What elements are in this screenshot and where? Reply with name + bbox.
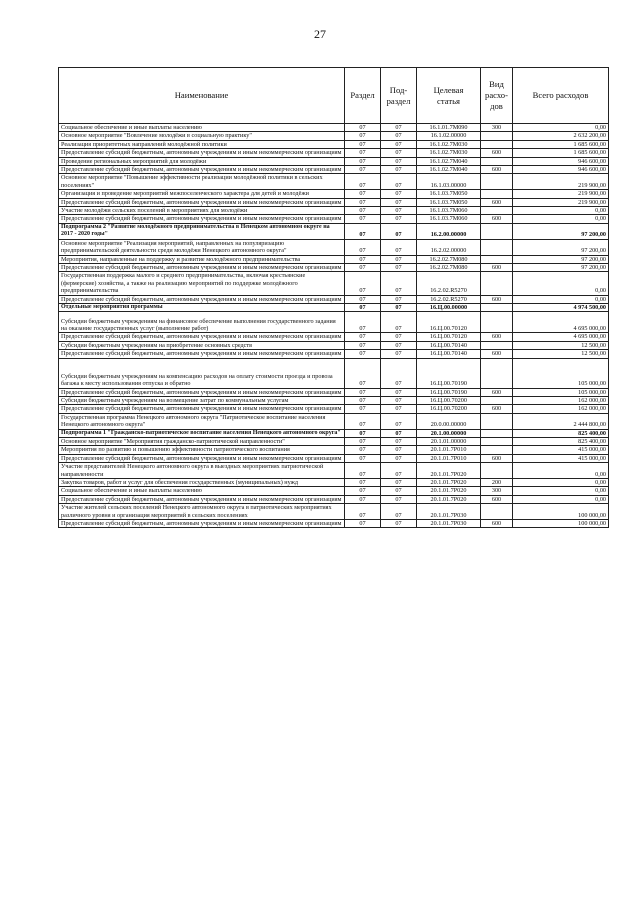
cell-total: 0,00 bbox=[513, 495, 609, 503]
cell-total: 946 600,00 bbox=[513, 166, 609, 174]
cell-target: 20.1.01.7Р030 bbox=[417, 504, 481, 520]
cell-subsection: 07 bbox=[381, 190, 417, 198]
table-row bbox=[59, 446, 609, 454]
cell-section: 07 bbox=[345, 295, 381, 303]
cell-target: 16.Ц.00.70120 bbox=[417, 333, 481, 341]
cell-target: 20.1.00.00000 bbox=[417, 429, 481, 437]
cell-target: 16.1.03.7М060 bbox=[417, 207, 481, 215]
cell-name: Предоставление субсидий бюджетным, автономным учреждениям и иным некоммерческим организациям bbox=[59, 149, 345, 157]
cell-total: 1 685 600,00 bbox=[513, 140, 609, 148]
cell-name: Социальное обеспечение и иные выплаты населению bbox=[59, 487, 345, 495]
cell-subsection: 07 bbox=[381, 140, 417, 148]
cell-target: 16.Ц.00.70190 bbox=[417, 358, 481, 388]
table-row bbox=[59, 303, 609, 311]
cell-expense-type: 600 bbox=[481, 333, 513, 341]
cell-subsection: 07 bbox=[381, 215, 417, 223]
cell-expense-type: 600 bbox=[481, 388, 513, 396]
cell-expense-type: 600 bbox=[481, 198, 513, 206]
cell-total: 105 000,00 bbox=[513, 388, 609, 396]
cell-subsection: 07 bbox=[381, 263, 417, 271]
cell-section: 07 bbox=[345, 303, 381, 311]
cell-subsection: 07 bbox=[381, 174, 417, 190]
table-header-row bbox=[59, 68, 609, 124]
cell-section: 07 bbox=[345, 405, 381, 413]
cell-target: 16.1.03.7М050 bbox=[417, 190, 481, 198]
cell-total: 0,00 bbox=[513, 207, 609, 215]
table-row bbox=[59, 413, 609, 429]
cell-expense-type: 600 bbox=[481, 350, 513, 358]
cell-total: 2 444 800,00 bbox=[513, 413, 609, 429]
cell-total: 0,00 bbox=[513, 295, 609, 303]
cell-name: Предоставление субсидий бюджетным, автономным учреждениям и иным некоммерческим организациям bbox=[59, 388, 345, 396]
cell-subsection: 07 bbox=[381, 207, 417, 215]
cell-total: 105 000,00 bbox=[513, 358, 609, 388]
cell-subsection: 07 bbox=[381, 487, 417, 495]
cell-name: Предоставление субсидий бюджетным, автономным учреждениям и иным некоммерческим организациям bbox=[59, 350, 345, 358]
cell-expense-type bbox=[481, 239, 513, 255]
cell-total: 0,00 bbox=[513, 487, 609, 495]
table-row bbox=[59, 124, 609, 132]
cell-name: Мероприятия, направленные на поддержку и развитие молодёжного предпринимательства bbox=[59, 255, 345, 263]
cell-target: 20.1.01.7Р020 bbox=[417, 479, 481, 487]
cell-total: 0,00 bbox=[513, 479, 609, 487]
cell-section: 07 bbox=[345, 132, 381, 140]
cell-subsection: 07 bbox=[381, 312, 417, 333]
cell-target: 20.1.01.7Р010 bbox=[417, 454, 481, 462]
cell-subsection: 07 bbox=[381, 132, 417, 140]
table-row bbox=[59, 198, 609, 206]
cell-section: 07 bbox=[345, 207, 381, 215]
cell-expense-type: 600 bbox=[481, 495, 513, 503]
cell-name: Предоставление субсидий бюджетным, автономным учреждениям и иным некоммерческим организациям bbox=[59, 295, 345, 303]
cell-name: Предоставление субсидий бюджетным, автономным учреждениям и иным некоммерческим организациям bbox=[59, 520, 345, 528]
cell-expense-type bbox=[481, 190, 513, 198]
cell-target: 16.1.02.00000 bbox=[417, 132, 481, 140]
cell-expense-type bbox=[481, 312, 513, 333]
cell-expense-type bbox=[481, 438, 513, 446]
cell-target: 16.Ц.00.70200 bbox=[417, 396, 481, 404]
table-row bbox=[59, 504, 609, 520]
cell-name: Мероприятия по развитию и повышению эффективности патриотического воспитания bbox=[59, 446, 345, 454]
cell-total: 0,00 bbox=[513, 124, 609, 132]
cell-total: 100 000,00 bbox=[513, 504, 609, 520]
cell-subsection: 07 bbox=[381, 438, 417, 446]
cell-subsection: 07 bbox=[381, 223, 417, 239]
cell-subsection: 07 bbox=[381, 255, 417, 263]
cell-target: 16.2.02.00000 bbox=[417, 239, 481, 255]
table-row bbox=[59, 215, 609, 223]
cell-name: Основное мероприятие "Мероприятия гражданско-патриотической направленности" bbox=[59, 438, 345, 446]
cell-expense-type: 600 bbox=[481, 215, 513, 223]
cell-total: 219 900,00 bbox=[513, 198, 609, 206]
cell-section: 07 bbox=[345, 312, 381, 333]
cell-target: 16.Ц.00.70140 bbox=[417, 350, 481, 358]
cell-subsection: 07 bbox=[381, 405, 417, 413]
cell-section: 07 bbox=[345, 388, 381, 396]
cell-name: Проведение региональных мероприятий для молодёжи bbox=[59, 157, 345, 165]
cell-total: 97 200,00 bbox=[513, 239, 609, 255]
table-row bbox=[59, 140, 609, 148]
cell-expense-type: 300 bbox=[481, 487, 513, 495]
cell-name: Предоставление субсидий бюджетным, автономным учреждениям и иным некоммерческим организациям bbox=[59, 215, 345, 223]
cell-total: 219 900,00 bbox=[513, 190, 609, 198]
table-row bbox=[59, 396, 609, 404]
cell-subsection: 07 bbox=[381, 479, 417, 487]
table-row bbox=[59, 438, 609, 446]
table-row bbox=[59, 479, 609, 487]
cell-subsection: 07 bbox=[381, 341, 417, 349]
cell-section: 07 bbox=[345, 124, 381, 132]
table-row bbox=[59, 312, 609, 333]
cell-subsection: 07 bbox=[381, 350, 417, 358]
cell-total: 12 500,00 bbox=[513, 350, 609, 358]
cell-name: Субсидии бюджетным учреждениям на возмещение затрат по коммунальным услугам bbox=[59, 396, 345, 404]
cell-target: 16.1.01.7М090 bbox=[417, 124, 481, 132]
table-row bbox=[59, 429, 609, 437]
cell-expense-type: 300 bbox=[481, 124, 513, 132]
cell-subsection: 07 bbox=[381, 198, 417, 206]
cell-target: 16.1.03.7М050 bbox=[417, 198, 481, 206]
cell-expense-type: 600 bbox=[481, 295, 513, 303]
cell-name: Участие представителей Ненецкого автономного округа в выездных мероприятиях патриотической направленности bbox=[59, 463, 345, 479]
cell-section: 07 bbox=[345, 350, 381, 358]
cell-expense-type: 200 bbox=[481, 479, 513, 487]
cell-total: 4 695 000,00 bbox=[513, 312, 609, 333]
cell-expense-type bbox=[481, 140, 513, 148]
table-row bbox=[59, 405, 609, 413]
cell-name: Участие молодёжи сельских поселений в мероприятиях для молодёжи bbox=[59, 207, 345, 215]
cell-total: 100 000,00 bbox=[513, 520, 609, 528]
cell-expense-type: 600 bbox=[481, 520, 513, 528]
cell-subsection: 07 bbox=[381, 166, 417, 174]
cell-expense-type bbox=[481, 429, 513, 437]
cell-subsection: 07 bbox=[381, 333, 417, 341]
cell-subsection: 07 bbox=[381, 495, 417, 503]
table-row bbox=[59, 520, 609, 528]
cell-target: 20.1.01.7Р020 bbox=[417, 463, 481, 479]
table-row bbox=[59, 358, 609, 388]
cell-target: 20.1.01.7Р010 bbox=[417, 446, 481, 454]
cell-name: Подпрограмма 1 "Гражданско-патриотическое воспитание населения Ненецкого автономного округа" bbox=[59, 429, 345, 437]
table-row bbox=[59, 487, 609, 495]
cell-section: 07 bbox=[345, 223, 381, 239]
cell-name: Социальное обеспечение и иные выплаты населению bbox=[59, 124, 345, 132]
table-row bbox=[59, 333, 609, 341]
cell-target: 16.2.02.7М080 bbox=[417, 263, 481, 271]
cell-section: 07 bbox=[345, 272, 381, 295]
cell-expense-type bbox=[481, 358, 513, 388]
cell-total: 4 695 000,00 bbox=[513, 333, 609, 341]
cell-expense-type: 600 bbox=[481, 149, 513, 157]
cell-section: 07 bbox=[345, 341, 381, 349]
cell-section: 07 bbox=[345, 504, 381, 520]
cell-expense-type: 600 bbox=[481, 263, 513, 271]
cell-subsection: 07 bbox=[381, 124, 417, 132]
cell-section: 07 bbox=[345, 215, 381, 223]
cell-target: 20.1.01.7Р020 bbox=[417, 495, 481, 503]
table-row bbox=[59, 495, 609, 503]
cell-target: 16.1.03.7М060 bbox=[417, 215, 481, 223]
cell-total: 415 000,00 bbox=[513, 446, 609, 454]
cell-subsection: 07 bbox=[381, 272, 417, 295]
table-row bbox=[59, 190, 609, 198]
cell-target: 16.1.02.7М040 bbox=[417, 166, 481, 174]
cell-section: 07 bbox=[345, 358, 381, 388]
table-row bbox=[59, 295, 609, 303]
cell-total: 1 685 600,00 bbox=[513, 149, 609, 157]
cell-section: 07 bbox=[345, 429, 381, 437]
cell-expense-type bbox=[481, 396, 513, 404]
cell-total: 0,00 bbox=[513, 215, 609, 223]
cell-target: 16.Ц.00.00000 bbox=[417, 303, 481, 311]
cell-target: 16.Ц.00.70190 bbox=[417, 388, 481, 396]
cell-name: Предоставление субсидий бюджетным, автономным учреждениям и иным некоммерческим организациям bbox=[59, 263, 345, 271]
cell-total: 97 200,00 bbox=[513, 263, 609, 271]
cell-subsection: 07 bbox=[381, 388, 417, 396]
cell-name: Предоставление субсидий бюджетным, автономным учреждениям и иным некоммерческим организациям bbox=[59, 166, 345, 174]
cell-section: 07 bbox=[345, 487, 381, 495]
cell-name: Государственная программа Ненецкого автономного округа "Патриотическое воспитание населения Ненецкого автономного округа" bbox=[59, 413, 345, 429]
cell-total: 162 000,00 bbox=[513, 396, 609, 404]
cell-total: 2 632 200,00 bbox=[513, 132, 609, 140]
cell-total: 825 400,00 bbox=[513, 429, 609, 437]
cell-expense-type bbox=[481, 174, 513, 190]
cell-target: 20.0.00.00000 bbox=[417, 413, 481, 429]
cell-expense-type bbox=[481, 504, 513, 520]
cell-target: 16.Ц.00.70200 bbox=[417, 405, 481, 413]
cell-name: Предоставление субсидий бюджетным, автономным учреждениям и иным некоммерческим организациям bbox=[59, 495, 345, 503]
cell-total: 97 200,00 bbox=[513, 255, 609, 263]
cell-name: Предоставление субсидий бюджетным, автономным учреждениям и иным некоммерческим организациям bbox=[59, 405, 345, 413]
cell-subsection: 07 bbox=[381, 295, 417, 303]
cell-expense-type bbox=[481, 132, 513, 140]
cell-section: 07 bbox=[345, 174, 381, 190]
table-body bbox=[59, 124, 609, 528]
cell-subsection: 07 bbox=[381, 303, 417, 311]
cell-target: 16.2.02.7М080 bbox=[417, 255, 481, 263]
cell-section: 07 bbox=[345, 396, 381, 404]
cell-subsection: 07 bbox=[381, 157, 417, 165]
cell-expense-type bbox=[481, 413, 513, 429]
cell-expense-type bbox=[481, 207, 513, 215]
cell-section: 07 bbox=[345, 446, 381, 454]
cell-subsection: 07 bbox=[381, 454, 417, 462]
cell-subsection: 07 bbox=[381, 239, 417, 255]
cell-expense-type bbox=[481, 223, 513, 239]
table-row bbox=[59, 350, 609, 358]
cell-subsection: 07 bbox=[381, 520, 417, 528]
cell-section: 07 bbox=[345, 157, 381, 165]
cell-target: 16.2.02.R5270 bbox=[417, 295, 481, 303]
cell-name: Предоставление субсидий бюджетным, автономным учреждениям и иным некоммерческим организациям bbox=[59, 198, 345, 206]
table-row bbox=[59, 388, 609, 396]
cell-name: Государственная поддержка малого и среднего предпринимательства, включая крестьянские (фермерские) хозяйства, а также на реализацию мероприятий по поддержке молодёжного предпринимательства bbox=[59, 272, 345, 295]
cell-total: 946 600,00 bbox=[513, 157, 609, 165]
cell-total: 12 500,00 bbox=[513, 341, 609, 349]
cell-section: 07 bbox=[345, 166, 381, 174]
cell-subsection: 07 bbox=[381, 358, 417, 388]
cell-section: 07 bbox=[345, 190, 381, 198]
cell-subsection: 07 bbox=[381, 149, 417, 157]
table-row bbox=[59, 174, 609, 190]
header-section: Раздел bbox=[345, 68, 381, 124]
cell-total: 162 000,00 bbox=[513, 405, 609, 413]
cell-total: 0,00 bbox=[513, 463, 609, 479]
cell-subsection: 07 bbox=[381, 504, 417, 520]
cell-expense-type: 600 bbox=[481, 454, 513, 462]
table-row bbox=[59, 207, 609, 215]
cell-section: 07 bbox=[345, 413, 381, 429]
cell-total: 0,00 bbox=[513, 272, 609, 295]
header-total: Всего расходов bbox=[513, 68, 609, 124]
cell-name: Субсидии бюджетным учреждениям на компенсацию расходов на оплату стоимости проезда и провоза багажа к месту использования отпуска и обратно bbox=[59, 358, 345, 388]
cell-target: 16.Ц.00.70140 bbox=[417, 341, 481, 349]
cell-target: 20.1.01.7Р030 bbox=[417, 520, 481, 528]
cell-section: 07 bbox=[345, 333, 381, 341]
budget-table bbox=[58, 67, 609, 528]
cell-section: 07 bbox=[345, 438, 381, 446]
cell-name: Организация и проведение мероприятий межпоселенческого характера для детей и молодёжи bbox=[59, 190, 345, 198]
header-subsection: Под- раздел bbox=[381, 68, 417, 124]
cell-section: 07 bbox=[345, 495, 381, 503]
cell-section: 07 bbox=[345, 520, 381, 528]
cell-target: 20.1.01.7Р020 bbox=[417, 487, 481, 495]
cell-section: 07 bbox=[345, 198, 381, 206]
cell-expense-type bbox=[481, 446, 513, 454]
cell-target: 16.2.02.R5270 bbox=[417, 272, 481, 295]
cell-target: 16.1.03.00000 bbox=[417, 174, 481, 190]
table-row bbox=[59, 463, 609, 479]
cell-name: Основное мероприятие "Вовлечение молодёжи в социальную практику" bbox=[59, 132, 345, 140]
table-row bbox=[59, 149, 609, 157]
cell-subsection: 07 bbox=[381, 413, 417, 429]
cell-expense-type bbox=[481, 157, 513, 165]
cell-subsection: 07 bbox=[381, 429, 417, 437]
cell-section: 07 bbox=[345, 454, 381, 462]
cell-name: Закупка товаров, работ и услуг для обеспечения государственных (муниципальных) нужд bbox=[59, 479, 345, 487]
cell-total: 97 200,00 bbox=[513, 223, 609, 239]
cell-subsection: 07 bbox=[381, 396, 417, 404]
cell-target: 16.1.02.7М040 bbox=[417, 157, 481, 165]
page-number: 27 bbox=[314, 27, 326, 41]
cell-expense-type bbox=[481, 463, 513, 479]
table-row bbox=[59, 341, 609, 349]
cell-name: Подпрограмма 2 "Развитие молодёжного предпринимательства в Ненецком автономном округе на 2017 - 2020 годы" bbox=[59, 223, 345, 239]
cell-expense-type: 600 bbox=[481, 166, 513, 174]
cell-total: 4 974 500,00 bbox=[513, 303, 609, 311]
cell-name: Субсидии бюджетным учреждениям на приобретение основных средств bbox=[59, 341, 345, 349]
cell-section: 07 bbox=[345, 255, 381, 263]
table-row bbox=[59, 454, 609, 462]
cell-target: 16.1.02.7М030 bbox=[417, 140, 481, 148]
cell-total: 415 000,00 bbox=[513, 454, 609, 462]
cell-section: 07 bbox=[345, 239, 381, 255]
header-name: Наименование bbox=[59, 68, 345, 124]
cell-target: 16.2.00.00000 bbox=[417, 223, 481, 239]
header-expense-type: Вид расхо- дов bbox=[481, 68, 513, 124]
cell-section: 07 bbox=[345, 463, 381, 479]
table-row bbox=[59, 157, 609, 165]
table-row bbox=[59, 223, 609, 239]
table-row bbox=[59, 132, 609, 140]
table-row bbox=[59, 166, 609, 174]
cell-name: Субсидии бюджетным учреждениям на финансовое обеспечение выполнения государственного задания на оказание государственных услуг (выполнение работ) bbox=[59, 312, 345, 333]
cell-expense-type bbox=[481, 255, 513, 263]
cell-section: 07 bbox=[345, 140, 381, 148]
cell-name: Реализация приоритетных направлений молодёжной политики bbox=[59, 140, 345, 148]
cell-name: Участие жителей сельских поселений Ненецкого автономного округа в патриотических мероприятиях различного уровня и организация мероприятий в сельских поселениях bbox=[59, 504, 345, 520]
cell-total: 219 900,00 bbox=[513, 174, 609, 190]
cell-subsection: 07 bbox=[381, 446, 417, 454]
cell-name: Отдельные мероприятия программы bbox=[59, 303, 345, 311]
cell-expense-type bbox=[481, 341, 513, 349]
cell-expense-type: 600 bbox=[481, 405, 513, 413]
cell-expense-type bbox=[481, 303, 513, 311]
cell-section: 07 bbox=[345, 263, 381, 271]
table-row bbox=[59, 255, 609, 263]
cell-name: Основное мероприятие "Повышение эффективности реализации молодёжной политики в сельских поселениях" bbox=[59, 174, 345, 190]
cell-target: 20.1.01.00000 bbox=[417, 438, 481, 446]
table-row bbox=[59, 263, 609, 271]
cell-target: 16.Ц.00.70120 bbox=[417, 312, 481, 333]
cell-target: 16.1.02.7М030 bbox=[417, 149, 481, 157]
table-row bbox=[59, 239, 609, 255]
cell-name: Предоставление субсидий бюджетным, автономным учреждениям и иным некоммерческим организациям bbox=[59, 333, 345, 341]
cell-section: 07 bbox=[345, 479, 381, 487]
cell-name: Предоставление субсидий бюджетным, автономным учреждениям и иным некоммерческим организациям bbox=[59, 454, 345, 462]
cell-total: 825 400,00 bbox=[513, 438, 609, 446]
header-target: Целевая статья bbox=[417, 68, 481, 124]
table-row bbox=[59, 272, 609, 295]
cell-name: Основное мероприятие "Реализация мероприятий, направленных на популяризацию предпринимательской деятельности среди молодёжи Ненецкого автономного округа" bbox=[59, 239, 345, 255]
cell-section: 07 bbox=[345, 149, 381, 157]
cell-expense-type bbox=[481, 272, 513, 295]
cell-subsection: 07 bbox=[381, 463, 417, 479]
